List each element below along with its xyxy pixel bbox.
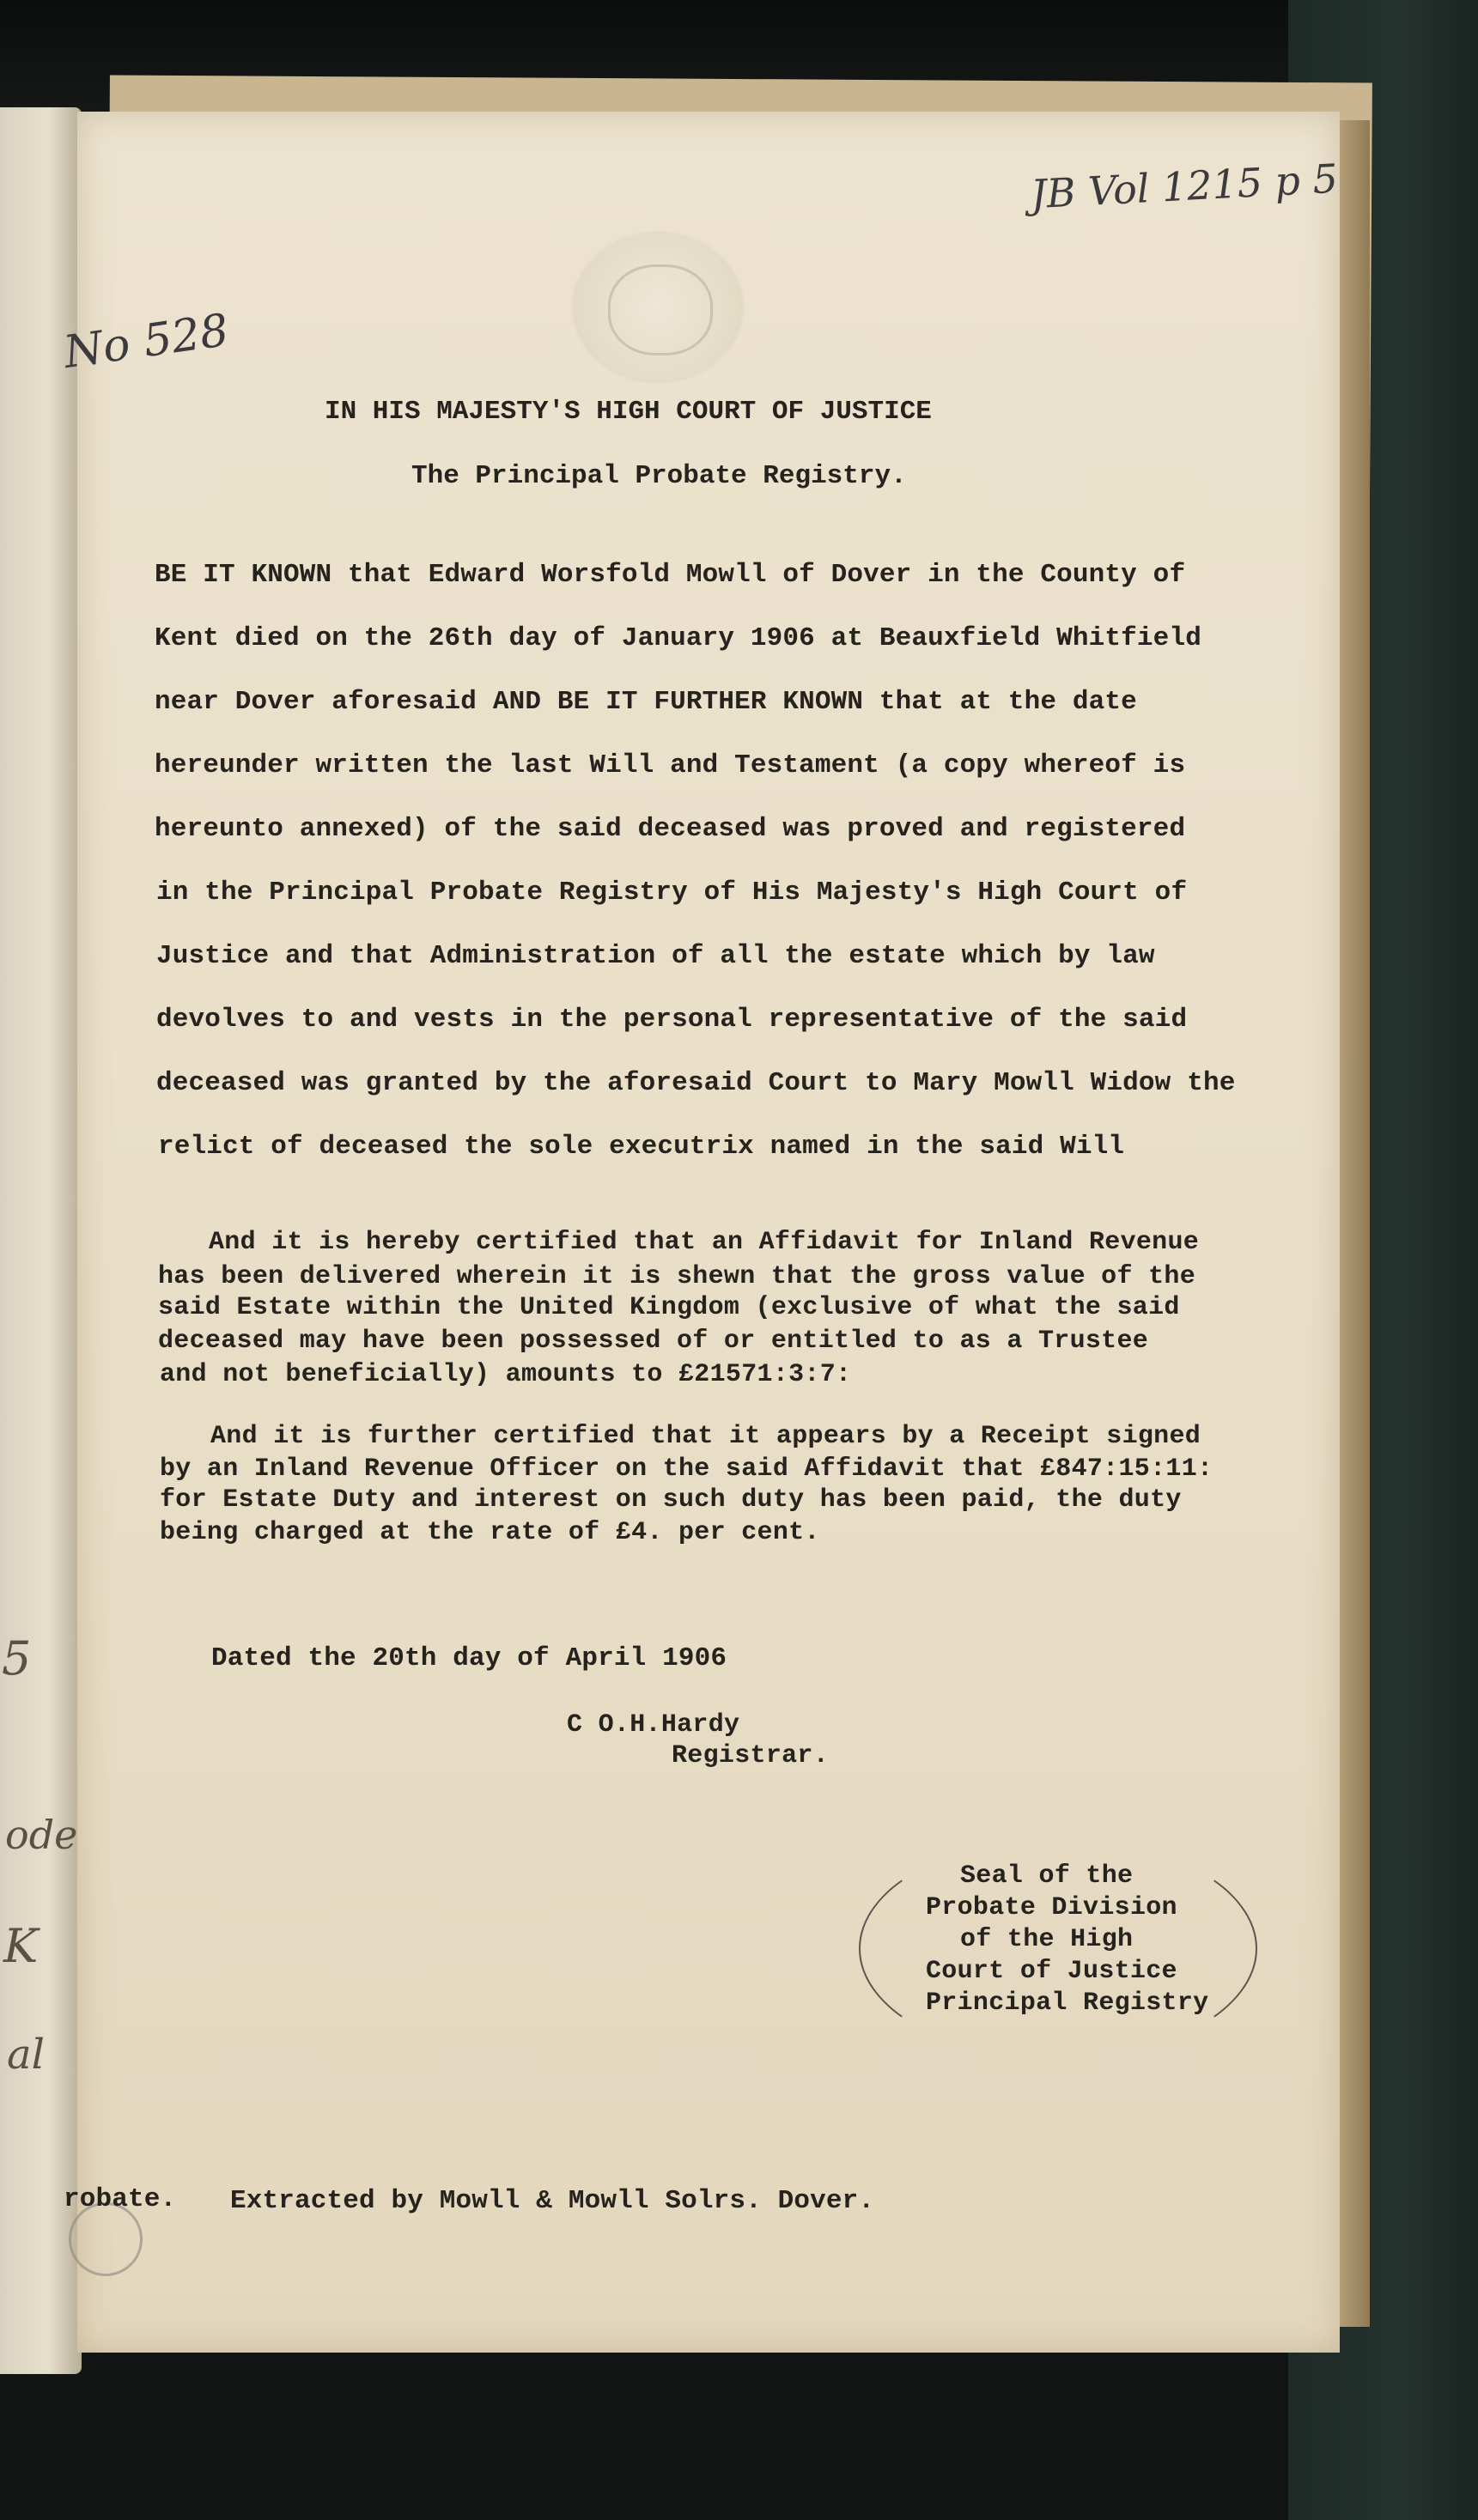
affidavit-line: said Estate within the United Kingdom (exclusive of what the said: [158, 1293, 1180, 1322]
handwritten-number: No 528: [60, 304, 232, 380]
seal-line: of the High: [960, 1925, 1134, 1954]
registrar-signature: C O.H.Hardy: [567, 1710, 740, 1740]
facing-page-mark: ode: [5, 1812, 78, 1858]
grant-line: Kent died on the 26th day of January 1906 at Beauxfield Whitfield: [155, 623, 1201, 653]
grant-line: hereunder written the last Will and Testament (a copy whereof is: [155, 750, 1186, 780]
extracted-by: Extracted by Mowll & Mowll Solrs. Dover.: [230, 2186, 875, 2216]
facing-page-edge: [0, 107, 82, 2374]
affidavit-line: And it is hereby certified that an Affidavit for Inland Revenue: [209, 1228, 1200, 1257]
receipt-line: for Estate Duty and interest on such duty has been paid, the duty: [160, 1485, 1182, 1515]
facing-page-mark: K: [3, 1919, 39, 1973]
facing-page-mark: al: [7, 2031, 45, 2079]
handwritten-reference: JB Vol 1215 p 5: [1029, 155, 1340, 218]
grant-line: relict of deceased the sole executrix named in the said Will: [158, 1132, 1125, 1162]
seal-line: Principal Registry: [926, 1989, 1209, 2018]
page-stack-edge: [1335, 120, 1370, 2327]
registrar-title: Registrar.: [672, 1741, 830, 1770]
grant-line: BE IT KNOWN that Edward Worsfold Mowll of Dover in the County of: [155, 560, 1186, 590]
embossed-royal-seal: [574, 234, 742, 381]
receipt-line: being charged at the rate of £4. per cent.: [160, 1518, 820, 1547]
document-type: robate.: [64, 2184, 177, 2214]
grant-line: devolves to and vests in the personal representative of the said: [156, 1005, 1188, 1035]
seal-line: Probate Division: [926, 1893, 1177, 1922]
grant-line: in the Principal Probate Registry of His Majesty's High Court of: [156, 877, 1188, 908]
affidavit-line: and not beneficially) amounts to £21571:3:7:: [160, 1360, 852, 1389]
grant-line: near Dover aforesaid AND BE IT FURTHER KNOWN that at the date: [155, 687, 1137, 717]
court-heading: IN HIS MAJESTY'S HIGH COURT OF JUSTICE: [325, 397, 932, 427]
receipt-line: And it is further certified that it appears by a Receipt signed: [210, 1422, 1201, 1451]
seal-line: Court of Justice: [926, 1957, 1177, 1986]
grant-line: Justice and that Administration of all the estate which by law: [156, 941, 1155, 971]
registry-heading: The Principal Probate Registry.: [411, 461, 907, 491]
date-line: Dated the 20th day of April 1906: [211, 1643, 727, 1673]
seal-line: Seal of the: [960, 1861, 1134, 1891]
facing-page-mark: 5: [2, 1631, 32, 1685]
affidavit-line: deceased may have been possessed of or entitled to as a Trustee: [158, 1327, 1149, 1356]
grant-line: hereunto annexed) of the said deceased was proved and registered: [155, 814, 1186, 844]
grant-line: deceased was granted by the aforesaid Court to Mary Mowll Widow the: [156, 1068, 1236, 1098]
affidavit-line: has been delivered wherein it is shewn that the gross value of the: [158, 1262, 1195, 1291]
receipt-line: by an Inland Revenue Officer on the said Affidavit that £847:15:11:: [160, 1454, 1213, 1484]
